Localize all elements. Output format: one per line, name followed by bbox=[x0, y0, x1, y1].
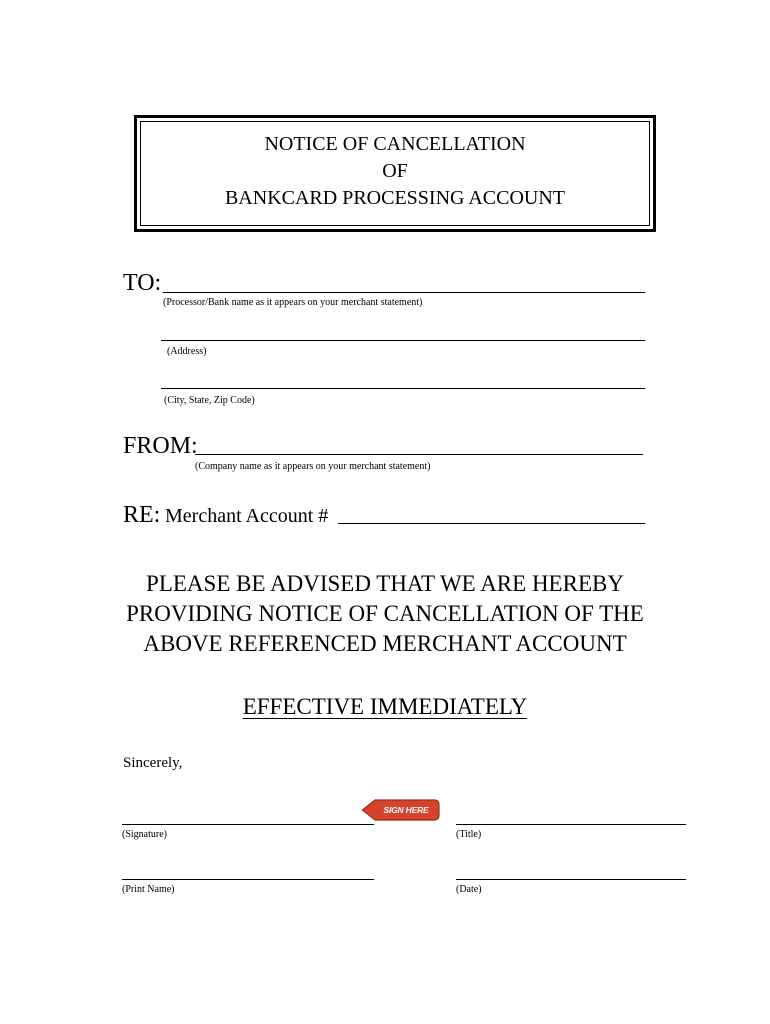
title-line-3: BANKCARD PROCESSING ACCOUNT bbox=[224, 187, 566, 209]
from-company-field[interactable] bbox=[195, 449, 643, 455]
print-name-field[interactable] bbox=[122, 873, 374, 880]
from-label: FROM: bbox=[123, 433, 198, 459]
to-name-field[interactable] bbox=[163, 286, 645, 293]
from-company-caption: (Company name as it appears on your merchant statement) bbox=[195, 461, 431, 472]
title-line-2: OF bbox=[382, 160, 408, 182]
effective-immediately-text: EFFECTIVE IMMEDIATELY bbox=[242, 694, 528, 719]
print-name-caption: (Print Name) bbox=[122, 884, 175, 895]
sign-here-label: SIGN HERE bbox=[383, 805, 429, 815]
document-title bbox=[140, 131, 650, 212]
to-address-caption: (Address) bbox=[167, 346, 207, 357]
signature-field[interactable] bbox=[122, 818, 374, 825]
date-field[interactable] bbox=[456, 873, 686, 880]
to-city-state-zip-caption: (City, State, Zip Code) bbox=[164, 395, 255, 406]
effective-heading bbox=[0, 695, 770, 718]
to-label: TO: bbox=[123, 270, 162, 296]
notice-line-3: ABOVE REFERENCED MERCHANT ACCOUNT bbox=[143, 631, 627, 656]
to-name-caption: (Processor/Bank name as it appears on your merchant statement) bbox=[163, 297, 423, 308]
to-city-state-zip-field[interactable] bbox=[161, 383, 645, 389]
notice-line-1: PLEASE BE ADVISED THAT WE ARE HEREBY bbox=[146, 571, 624, 596]
title-caption: (Title) bbox=[456, 829, 482, 840]
merchant-account-label: Merchant Account # bbox=[165, 505, 329, 527]
signature-caption: (Signature) bbox=[122, 829, 167, 840]
merchant-account-field[interactable] bbox=[338, 518, 645, 524]
closing-salutation: Sincerely, bbox=[123, 755, 183, 771]
title-line-1: NOTICE OF CANCELLATION bbox=[264, 133, 526, 155]
to-address-field[interactable] bbox=[161, 335, 645, 341]
cancellation-notice bbox=[0, 569, 770, 659]
title-field[interactable] bbox=[456, 818, 686, 825]
notice-line-2: PROVIDING NOTICE OF CANCELLATION OF THE bbox=[126, 601, 644, 626]
re-label: RE: bbox=[123, 502, 161, 528]
date-caption: (Date) bbox=[456, 884, 482, 895]
